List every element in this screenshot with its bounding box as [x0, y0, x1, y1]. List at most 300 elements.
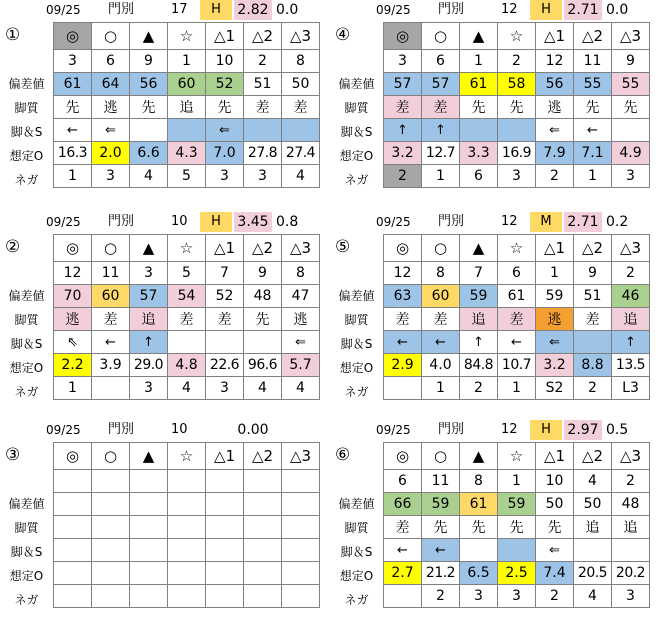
leg-speed-cell: ← [498, 331, 536, 354]
deviation-score-cell [244, 493, 282, 516]
row-label: 脚＆S [340, 337, 373, 351]
styles-row [384, 96, 650, 119]
prediction-grid [383, 234, 650, 400]
running-style-cell: 先 [460, 96, 498, 119]
expected-odds-cell: 29.0 [130, 354, 168, 377]
field-size: 10 [171, 214, 188, 229]
horse-number-cell: 8 [422, 262, 460, 285]
running-style-cell: 差 [574, 308, 612, 331]
leg-speed-cell [574, 331, 612, 354]
expected-odds-cell: 3.9 [92, 354, 130, 377]
horse-number-cell: 11 [574, 50, 612, 73]
race-header [330, 212, 660, 232]
prediction-mark-cell: ☆ [498, 235, 536, 262]
row-label: 想定O [339, 361, 374, 375]
deviation-score-cell: 57 [384, 73, 422, 96]
horse-number-cell: 4 [574, 470, 612, 493]
negative-cell: 3 [460, 585, 498, 608]
race-venue: 門別 [438, 422, 465, 437]
race-number: ① [5, 25, 21, 45]
deviation-score-cell: 60 [92, 285, 130, 308]
race-index-value: 3.45 [234, 212, 272, 232]
row-label: 脚＆S [340, 125, 373, 139]
deviation-score-cell: 50 [282, 73, 320, 96]
mark-row [54, 23, 320, 50]
negative-cell: L3 [612, 377, 650, 400]
styles-row [384, 516, 650, 539]
horse-number-cell [92, 470, 130, 493]
running-style-cell [168, 516, 206, 539]
race-panel [330, 0, 660, 200]
running-style-cell: 追 [612, 308, 650, 331]
prediction-mark-cell: ◎ [384, 443, 422, 470]
deviation-score-cell: 47 [282, 285, 320, 308]
nega-row [54, 165, 320, 188]
negative-cell: 2 [384, 165, 422, 188]
mark-row [54, 443, 320, 470]
running-style-cell: 先 [244, 308, 282, 331]
negative-cell [206, 585, 244, 608]
negative-cell: 1 [498, 377, 536, 400]
row-label: 脚質 [344, 313, 369, 327]
odds-row [54, 142, 320, 165]
running-style-cell: 差 [498, 308, 536, 331]
prediction-mark-cell: △3 [282, 23, 320, 50]
horse-number-cell: 6 [422, 50, 460, 73]
race-sub-value: 0.5 [606, 422, 629, 438]
expected-odds-cell [54, 562, 92, 585]
arrows-row [384, 539, 650, 562]
horse-number-cell: 1 [168, 50, 206, 73]
running-style-cell: 差 [384, 308, 422, 331]
race-date: 09/25 [376, 215, 411, 229]
negative-cell [92, 585, 130, 608]
running-style-cell: 差 [384, 516, 422, 539]
prediction-mark-cell: ◎ [54, 443, 92, 470]
deviation-score-cell: 59 [498, 493, 536, 516]
race-panel [330, 212, 660, 412]
race-venue: 門別 [108, 422, 135, 437]
expected-odds-cell: 21.2 [422, 562, 460, 585]
deviation-score-cell: 56 [536, 73, 574, 96]
prediction-mark-cell: △3 [612, 235, 650, 262]
prediction-mark-cell: ☆ [168, 443, 206, 470]
prediction-grid [53, 234, 320, 400]
horse-number-cell: 7 [206, 262, 244, 285]
row-label: 脚＆S [10, 125, 43, 139]
horse-number-cell: 5 [168, 262, 206, 285]
prediction-mark-cell: ○ [422, 23, 460, 50]
deviation-score-cell: 58 [498, 73, 536, 96]
row-label: 脚＆S [10, 337, 43, 351]
scores-row [54, 73, 320, 96]
expected-odds-cell: 2.0 [92, 142, 130, 165]
running-style-cell: 逃 [282, 308, 320, 331]
negative-cell: 4 [130, 165, 168, 188]
prediction-mark-cell: △3 [282, 235, 320, 262]
row-label: 脚質 [14, 313, 39, 327]
running-style-cell [244, 516, 282, 539]
race-sub-value: 0.0 [606, 2, 629, 18]
horse-number-cell: 10 [206, 50, 244, 73]
row-label: ネガ [14, 385, 39, 399]
running-style-cell: 逃 [92, 96, 130, 119]
prediction-mark-cell: ○ [422, 443, 460, 470]
leg-speed-cell [574, 539, 612, 562]
row-label: 想定O [339, 569, 374, 583]
expected-odds-cell [130, 562, 168, 585]
scores-row [54, 285, 320, 308]
negative-cell: 2 [574, 377, 612, 400]
deviation-score-cell [92, 493, 130, 516]
prediction-mark-cell: △1 [206, 235, 244, 262]
deviation-score-cell: 70 [54, 285, 92, 308]
prediction-mark-cell: △1 [536, 23, 574, 50]
expected-odds-cell: 4.9 [612, 142, 650, 165]
race-number: ⑤ [335, 237, 351, 257]
prediction-mark-cell: ☆ [168, 23, 206, 50]
horse-number-cell: 11 [92, 262, 130, 285]
negative-cell: 2 [536, 585, 574, 608]
row-label: ネガ [344, 593, 369, 607]
race-index-value: 2.97 [564, 420, 602, 440]
horses-row [384, 470, 650, 493]
horse-number-cell: 2 [498, 50, 536, 73]
race-kind-badge: H [200, 212, 232, 232]
race-date: 09/25 [46, 3, 81, 17]
prediction-mark-cell: ☆ [168, 235, 206, 262]
negative-cell: 3 [130, 377, 168, 400]
running-style-cell: 先 [498, 516, 536, 539]
negative-cell: 3 [206, 165, 244, 188]
negative-cell: 2 [460, 377, 498, 400]
prediction-mark-cell: △2 [574, 443, 612, 470]
prediction-mark-cell: ☆ [498, 443, 536, 470]
styles-row [54, 96, 320, 119]
leg-speed-cell: ⇖ [54, 331, 92, 354]
running-style-cell [206, 516, 244, 539]
scores-row [384, 285, 650, 308]
deviation-score-cell: 48 [612, 493, 650, 516]
running-style-cell: 差 [384, 96, 422, 119]
odds-row [384, 562, 650, 585]
horse-number-cell: 9 [130, 50, 168, 73]
field-size: 17 [171, 2, 188, 17]
leg-speed-cell: ↑ [384, 119, 422, 142]
negative-cell: 3 [92, 165, 130, 188]
deviation-score-cell: 52 [206, 285, 244, 308]
expected-odds-cell: 96.6 [244, 354, 282, 377]
negative-cell [168, 585, 206, 608]
horses-row [54, 50, 320, 73]
running-style-cell: 先 [422, 516, 460, 539]
race-kind-badge [200, 420, 232, 440]
race-kind-badge: H [200, 0, 232, 20]
negative-cell: 1 [574, 165, 612, 188]
scores-row [54, 493, 320, 516]
race-venue: 門別 [438, 2, 465, 17]
prediction-mark-cell: ○ [422, 235, 460, 262]
deviation-score-cell: 61 [460, 493, 498, 516]
row-label: 偏差値 [338, 77, 375, 91]
deviation-score-cell: 64 [92, 73, 130, 96]
expected-odds-cell: 20.2 [612, 562, 650, 585]
expected-odds-cell: 4.0 [422, 354, 460, 377]
deviation-score-cell: 57 [422, 73, 460, 96]
prediction-mark-cell: ○ [92, 235, 130, 262]
prediction-mark-cell: ▲ [460, 443, 498, 470]
leg-speed-cell [54, 539, 92, 562]
horse-number-cell [54, 470, 92, 493]
leg-speed-cell [168, 119, 206, 142]
row-label: 想定O [9, 569, 44, 583]
horse-number-cell: 6 [384, 470, 422, 493]
row-label: 想定O [339, 149, 374, 163]
negative-cell: 1 [54, 165, 92, 188]
horse-number-cell: 3 [130, 262, 168, 285]
prediction-grid [383, 22, 650, 188]
styles-row [54, 308, 320, 331]
row-label: 想定O [9, 149, 44, 163]
row-label: 脚質 [344, 101, 369, 115]
negative-cell: S2 [536, 377, 574, 400]
horse-number-cell: 2 [244, 50, 282, 73]
negative-cell: 3 [206, 377, 244, 400]
running-style-cell: 逃 [536, 308, 574, 331]
horse-number-cell: 1 [460, 50, 498, 73]
race-header [330, 0, 660, 20]
expected-odds-cell: 2.9 [384, 354, 422, 377]
deviation-score-cell: 66 [384, 493, 422, 516]
race-kind-badge: H [530, 0, 562, 20]
horse-number-cell [282, 470, 320, 493]
negative-cell: 3 [612, 585, 650, 608]
row-label: 脚質 [344, 521, 369, 535]
negative-cell: 1 [54, 377, 92, 400]
leg-speed-cell [460, 539, 498, 562]
race-panel [0, 0, 330, 200]
deviation-score-cell: 60 [422, 285, 460, 308]
styles-row [54, 516, 320, 539]
prediction-mark-cell: △1 [536, 443, 574, 470]
negative-cell [384, 585, 422, 608]
leg-speed-cell: ← [422, 331, 460, 354]
leg-speed-cell [130, 539, 168, 562]
prediction-mark-cell: ▲ [130, 23, 168, 50]
leg-speed-cell: ⇐ [536, 119, 574, 142]
deviation-score-cell: 54 [168, 285, 206, 308]
row-label: 偏差値 [8, 289, 45, 303]
prediction-grid [53, 442, 320, 608]
row-label: 脚＆S [10, 545, 43, 559]
row-label: 偏差値 [338, 497, 375, 511]
leg-speed-cell: ← [574, 119, 612, 142]
running-style-cell [130, 516, 168, 539]
race-index-value: 2.71 [564, 0, 602, 20]
horses-row [384, 262, 650, 285]
deviation-score-cell: 50 [536, 493, 574, 516]
race-number: ④ [335, 25, 351, 45]
prediction-mark-cell: △3 [612, 443, 650, 470]
field-size: 10 [171, 422, 188, 437]
prediction-grid [53, 22, 320, 188]
running-style-cell: 差 [422, 96, 460, 119]
leg-speed-cell [206, 539, 244, 562]
row-label: 脚質 [14, 101, 39, 115]
deviation-score-cell: 61 [460, 73, 498, 96]
negative-cell [384, 377, 422, 400]
prediction-mark-cell: ▲ [460, 23, 498, 50]
horse-number-cell: 10 [536, 470, 574, 493]
horse-number-cell: 8 [460, 470, 498, 493]
styles-row [384, 308, 650, 331]
arrows-row [54, 331, 320, 354]
leg-speed-cell [244, 539, 282, 562]
prediction-mark-cell: ◎ [384, 23, 422, 50]
deviation-score-cell: 59 [460, 285, 498, 308]
race-sub-value: 0.0 [276, 2, 299, 18]
mark-row [54, 235, 320, 262]
leg-speed-cell: ⇐ [92, 119, 130, 142]
expected-odds-cell: 3.2 [384, 142, 422, 165]
leg-speed-cell [498, 119, 536, 142]
expected-odds-cell: 22.6 [206, 354, 244, 377]
leg-speed-cell [244, 119, 282, 142]
race-index-value: 2.82 [234, 0, 272, 20]
expected-odds-cell [168, 562, 206, 585]
prediction-mark-cell: △1 [536, 235, 574, 262]
row-label: 偏差値 [8, 77, 45, 91]
negative-cell: 6 [460, 165, 498, 188]
running-style-cell [282, 516, 320, 539]
running-style-cell: 差 [206, 308, 244, 331]
race-panel [0, 420, 330, 620]
horse-number-cell: 12 [54, 262, 92, 285]
leg-speed-cell [206, 331, 244, 354]
race-venue: 門別 [438, 214, 465, 229]
race-header [0, 0, 330, 20]
deviation-score-cell: 48 [244, 285, 282, 308]
leg-speed-cell: ⇐ [282, 331, 320, 354]
running-style-cell: 先 [130, 96, 168, 119]
negative-cell: 4 [574, 585, 612, 608]
row-label: ネガ [14, 593, 39, 607]
expected-odds-cell: 6.5 [460, 562, 498, 585]
expected-odds-cell [282, 562, 320, 585]
race-sub-value: 0.2 [606, 214, 629, 230]
field-size: 12 [501, 214, 518, 229]
odds-row [384, 354, 650, 377]
expected-odds-cell: 6.6 [130, 142, 168, 165]
field-size: 12 [501, 2, 518, 17]
horse-number-cell: 9 [244, 262, 282, 285]
running-style-cell: 差 [92, 308, 130, 331]
running-style-cell: 先 [498, 96, 536, 119]
leg-speed-cell: ⇐ [206, 119, 244, 142]
race-date: 09/25 [46, 423, 81, 437]
prediction-mark-cell: △2 [574, 235, 612, 262]
expected-odds-cell: 3.3 [460, 142, 498, 165]
race-kind-badge: M [530, 212, 562, 232]
race-number: ② [5, 237, 21, 257]
expected-odds-cell: 4.8 [168, 354, 206, 377]
horse-number-cell: 6 [92, 50, 130, 73]
deviation-score-cell: 55 [574, 73, 612, 96]
mark-row [384, 443, 650, 470]
prediction-mark-cell: △2 [244, 443, 282, 470]
deviation-score-cell [282, 493, 320, 516]
expected-odds-cell: 7.9 [536, 142, 574, 165]
nega-row [384, 165, 650, 188]
running-style-cell: 逃 [54, 308, 92, 331]
deviation-score-cell: 46 [612, 285, 650, 308]
running-style-cell [54, 516, 92, 539]
odds-row [54, 354, 320, 377]
deviation-score-cell [54, 493, 92, 516]
horse-number-cell: 9 [612, 50, 650, 73]
race-number: ③ [5, 445, 21, 465]
row-label: ネガ [344, 385, 369, 399]
deviation-score-cell: 61 [54, 73, 92, 96]
leg-speed-cell [168, 539, 206, 562]
horse-number-cell [130, 470, 168, 493]
running-style-cell: 先 [460, 516, 498, 539]
running-style-cell: 先 [206, 96, 244, 119]
race-date: 09/25 [376, 3, 411, 17]
row-label: 脚＆S [340, 545, 373, 559]
running-style-cell: 差 [282, 96, 320, 119]
race-header [0, 420, 330, 440]
deviation-score-cell [168, 493, 206, 516]
nega-row [384, 377, 650, 400]
negative-cell [130, 585, 168, 608]
leg-speed-cell: ⇐ [536, 539, 574, 562]
deviation-score-cell: 59 [536, 285, 574, 308]
horse-number-cell: 2 [612, 262, 650, 285]
leg-speed-cell [168, 331, 206, 354]
horse-number-cell: 3 [384, 50, 422, 73]
race-kind-badge: H [530, 420, 562, 440]
leg-speed-cell [92, 539, 130, 562]
prediction-mark-cell: ▲ [130, 235, 168, 262]
horse-number-cell: 12 [384, 262, 422, 285]
leg-speed-cell [130, 119, 168, 142]
odds-row [54, 562, 320, 585]
deviation-score-cell [206, 493, 244, 516]
mark-row [384, 235, 650, 262]
mark-row [384, 23, 650, 50]
leg-speed-cell: ↑ [460, 331, 498, 354]
expected-odds-cell: 7.1 [574, 142, 612, 165]
horses-row [54, 262, 320, 285]
race-venue: 門別 [108, 214, 135, 229]
expected-odds-cell: 10.7 [498, 354, 536, 377]
expected-odds-cell: 4.3 [168, 142, 206, 165]
horse-number-cell [206, 470, 244, 493]
deviation-score-cell: 63 [384, 285, 422, 308]
horse-number-cell: 6 [498, 262, 536, 285]
expected-odds-cell: 8.8 [574, 354, 612, 377]
running-style-cell: 追 [168, 96, 206, 119]
race-index-value: 2.71 [564, 212, 602, 232]
nega-row [54, 585, 320, 608]
deviation-score-cell: 57 [130, 285, 168, 308]
expected-odds-cell: 7.4 [536, 562, 574, 585]
deviation-score-cell [130, 493, 168, 516]
negative-cell: 5 [168, 165, 206, 188]
prediction-mark-cell: ▲ [130, 443, 168, 470]
prediction-mark-cell: △3 [612, 23, 650, 50]
